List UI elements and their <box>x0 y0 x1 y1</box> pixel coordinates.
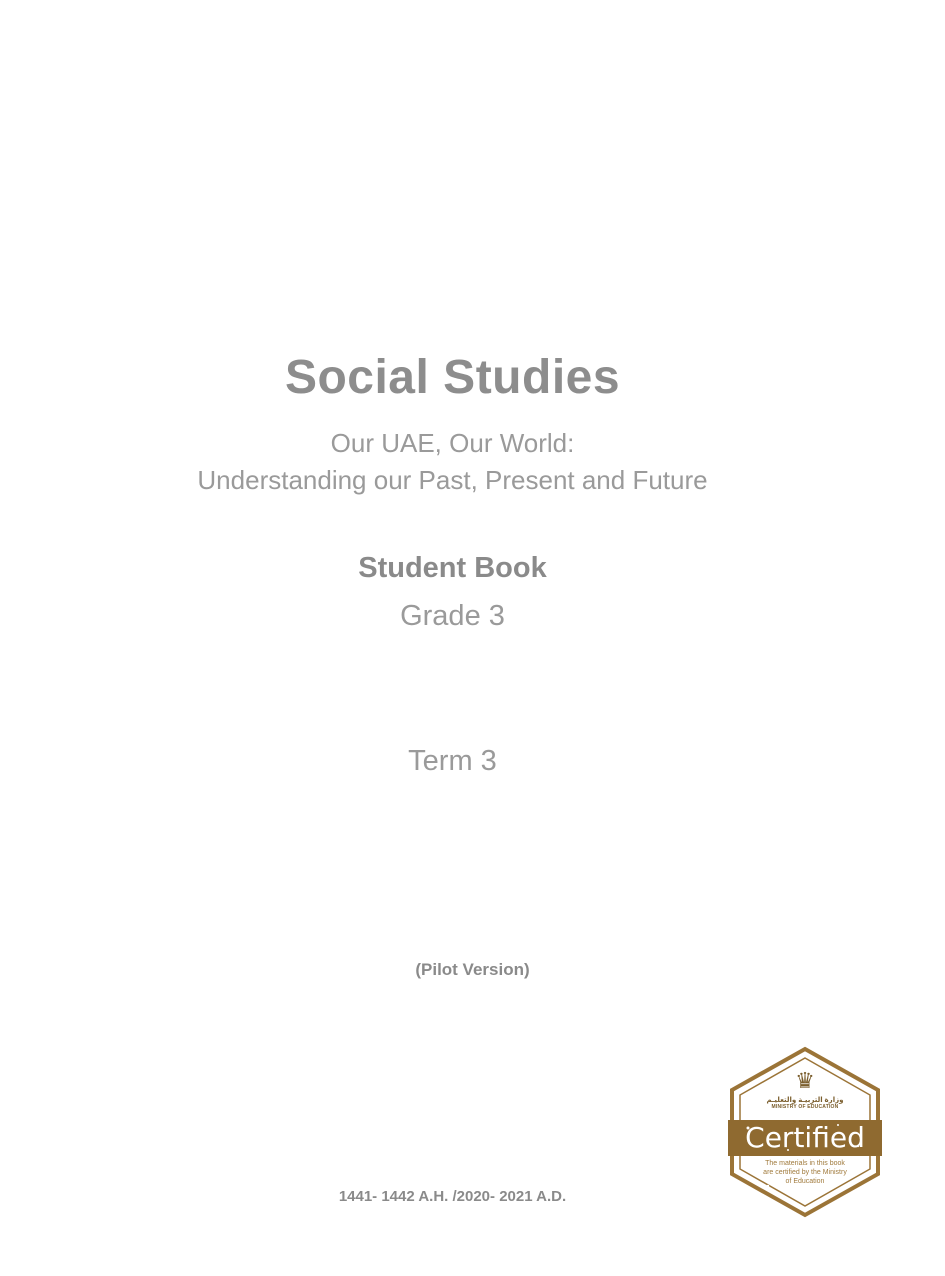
badge-ministry-text: MINISTRY OF EDUCATION <box>771 1104 839 1110</box>
book-type: Student Book <box>358 552 547 584</box>
uae-emblem-icon: ♛ <box>795 1068 815 1093</box>
term-label: Term 3 <box>408 745 497 777</box>
badge-arabic-text: وزارة التربيـة والتعليـم <box>766 1097 844 1104</box>
grade-label: Grade 3 <box>400 600 505 632</box>
book-subtitle-line-2: Understanding our Past, Present and Future <box>197 465 708 495</box>
version-label: (Pilot Version) <box>415 960 530 979</box>
badge-certified-label: Certified <box>745 1121 865 1154</box>
badge-note-text: The materials in this book are certified by the Ministry of Education <box>763 1160 847 1185</box>
book-subtitle-line-1: Our UAE, Our World: <box>330 428 575 458</box>
certified-badge <box>728 1046 882 1218</box>
academic-year-dates: 1441- 1442 A.H. /2020- 2021 A.D. <box>338 1188 567 1205</box>
book-title: Social Studies <box>284 351 621 404</box>
